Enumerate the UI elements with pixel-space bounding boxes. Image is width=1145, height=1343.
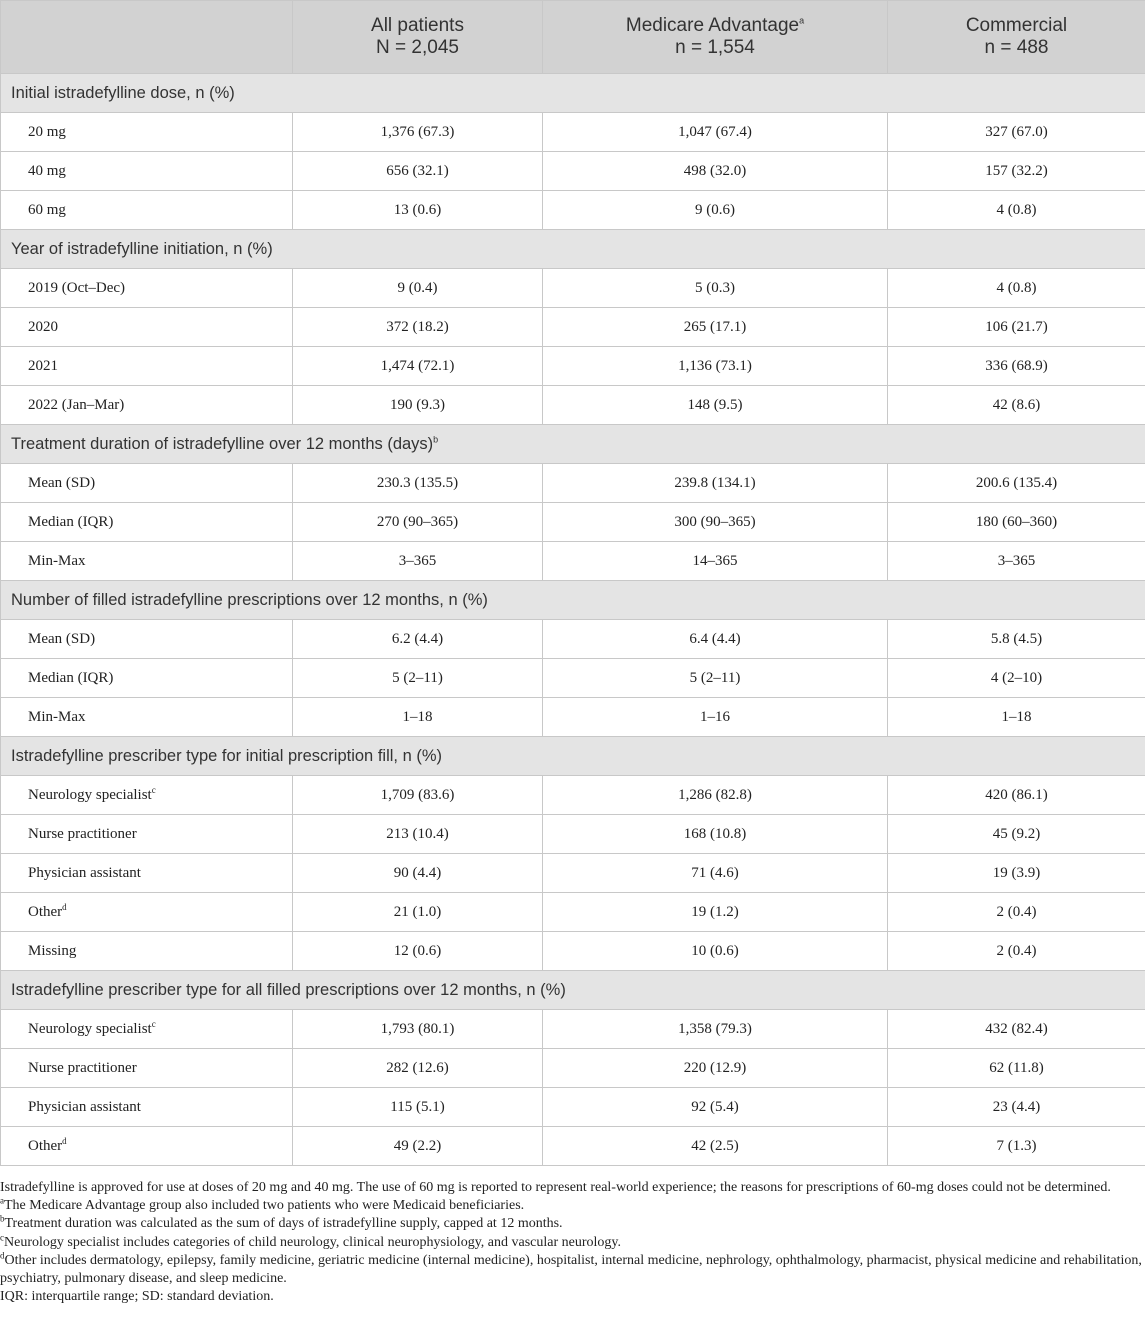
table-row [1, 776, 1145, 815]
cell-all-patients: 190 (9.3) [293, 386, 543, 425]
cell-all-patients: 90 (4.4) [293, 854, 543, 893]
table-row [1, 113, 1145, 152]
row-label-text: 2020 [28, 318, 58, 335]
cell-all-patients: 49 (2.2) [293, 1127, 543, 1166]
cell-commercial: 2 (0.4) [888, 893, 1145, 932]
footnote-text: The Medicare Advantage group also included two patients who were Medicaid beneficiaries. [4, 1198, 525, 1214]
row-label-text: Nurse practitioner [28, 825, 137, 842]
cell-commercial: 5.8 (4.5) [888, 620, 1145, 659]
cell-medicare-advantage: 92 (5.4) [543, 1088, 888, 1127]
cell-all-patients: 1,793 (80.1) [293, 1010, 543, 1049]
cell-medicare-advantage: 6.4 (4.4) [543, 620, 888, 659]
table-row [1, 932, 1145, 971]
header-all-patients [293, 1, 543, 74]
cell-medicare-advantage: 10 (0.6) [543, 932, 888, 971]
section-header-row [1, 230, 1145, 269]
cell-commercial: 180 (60–360) [888, 503, 1145, 542]
row-label-text: Median (IQR) [28, 669, 114, 686]
row-label [1, 269, 293, 308]
table-row [1, 1088, 1145, 1127]
cell-all-patients: 656 (32.1) [293, 152, 543, 191]
cell-medicare-advantage: 1,358 (79.3) [543, 1010, 888, 1049]
row-label-text: Physician assistant [28, 1098, 141, 1115]
cell-commercial: 327 (67.0) [888, 113, 1145, 152]
footnote [0, 1215, 1145, 1233]
table-header [1, 1, 1145, 74]
section-title [1, 737, 1145, 776]
cell-commercial: 4 (2–10) [888, 659, 1145, 698]
row-label-footnote-marker: d [62, 1135, 67, 1146]
cell-all-patients: 1,709 (83.6) [293, 776, 543, 815]
section-header-row [1, 581, 1145, 620]
table-row [1, 152, 1145, 191]
row-label [1, 893, 293, 932]
table-row [1, 659, 1145, 698]
row-label [1, 854, 293, 893]
cell-medicare-advantage: 168 (10.8) [543, 815, 888, 854]
row-label [1, 542, 293, 581]
section-title-text: Number of filled istradefylline prescriptions over 12 months, n (%) [11, 590, 488, 609]
cell-commercial: 45 (9.2) [888, 815, 1145, 854]
cell-medicare-advantage: 5 (0.3) [543, 269, 888, 308]
table-row [1, 854, 1145, 893]
table-row [1, 269, 1145, 308]
table-row [1, 308, 1145, 347]
section-title [1, 74, 1145, 113]
row-label-text: 2021 [28, 357, 58, 374]
cell-all-patients: 13 (0.6) [293, 191, 543, 230]
header-medicare-advantage-n: n = 1,554 [675, 37, 755, 58]
header-commercial [888, 1, 1145, 74]
row-label-text: 60 mg [28, 201, 66, 218]
cell-commercial: 200.6 (135.4) [888, 464, 1145, 503]
cell-medicare-advantage: 5 (2–11) [543, 659, 888, 698]
cell-commercial: 62 (11.8) [888, 1049, 1145, 1088]
footnote [0, 1197, 1145, 1215]
cell-medicare-advantage: 1,286 (82.8) [543, 776, 888, 815]
table-row [1, 620, 1145, 659]
table-row [1, 1127, 1145, 1166]
cell-all-patients: 230.3 (135.5) [293, 464, 543, 503]
header-medicare-advantage-sup: a [799, 15, 805, 26]
footnote-marker: b [0, 1213, 5, 1224]
table-row [1, 542, 1145, 581]
cell-commercial: 157 (32.2) [888, 152, 1145, 191]
row-label [1, 620, 293, 659]
cell-commercial: 106 (21.7) [888, 308, 1145, 347]
footnote [0, 1252, 1145, 1288]
cell-medicare-advantage: 42 (2.5) [543, 1127, 888, 1166]
header-medicare-advantage-title: Medicare Advantage [625, 15, 800, 36]
cell-all-patients: 1–18 [293, 698, 543, 737]
row-label-text: 2022 (Jan–Mar) [28, 396, 125, 413]
row-label-text: Neurology specialist [28, 786, 152, 803]
header-blank-cell [1, 1, 293, 74]
cell-commercial: 19 (3.9) [888, 854, 1145, 893]
cell-commercial: 42 (8.6) [888, 386, 1145, 425]
table-row [1, 893, 1145, 932]
footnote-text: Other includes dermatology, epilepsy, family medicine, geriatric medicine (internal medicine), hospitalist, internal medicine, nephrology, ophthalmology, pharmacist, physical medicine and rehabilitation, psychiatry, pulmonary disease, and sleep medicine. [0, 1252, 1142, 1287]
row-label [1, 152, 293, 191]
section-header-row [1, 971, 1145, 1010]
row-label-text: Physician assistant [28, 864, 141, 881]
row-label-text: Neurology specialist [28, 1020, 152, 1037]
row-label [1, 659, 293, 698]
footnote-text: Treatment duration was calculated as the sum of days of istradefylline supply, capped at 12 months. [4, 1216, 563, 1232]
section-title [1, 971, 1145, 1010]
footnote-marker: d [0, 1250, 5, 1261]
row-label [1, 1049, 293, 1088]
row-label [1, 113, 293, 152]
cell-commercial: 4 (0.8) [888, 269, 1145, 308]
cell-commercial: 7 (1.3) [888, 1127, 1145, 1166]
table-footnotes [0, 1179, 1145, 1306]
cell-all-patients: 270 (90–365) [293, 503, 543, 542]
cell-medicare-advantage: 220 (12.9) [543, 1049, 888, 1088]
table-row [1, 503, 1145, 542]
cell-commercial: 336 (68.9) [888, 347, 1145, 386]
section-title [1, 230, 1145, 269]
row-label [1, 464, 293, 503]
section-header-row [1, 425, 1145, 464]
cell-commercial: 23 (4.4) [888, 1088, 1145, 1127]
cell-medicare-advantage: 300 (90–365) [543, 503, 888, 542]
section-title-text: Initial istradefylline dose, n (%) [11, 83, 235, 102]
cell-medicare-advantage: 1,136 (73.1) [543, 347, 888, 386]
cell-all-patients: 115 (5.1) [293, 1088, 543, 1127]
cell-all-patients: 12 (0.6) [293, 932, 543, 971]
cell-commercial: 3–365 [888, 542, 1145, 581]
cell-medicare-advantage: 148 (9.5) [543, 386, 888, 425]
cell-commercial: 2 (0.4) [888, 932, 1145, 971]
cell-all-patients: 1,376 (67.3) [293, 113, 543, 152]
table-row [1, 191, 1145, 230]
row-label [1, 386, 293, 425]
cell-all-patients: 21 (1.0) [293, 893, 543, 932]
footnote-text: Neurology specialist includes categories of child neurology, clinical neurophysiology, and vascular neurology. [4, 1234, 621, 1250]
row-label-text: Mean (SD) [28, 474, 96, 491]
row-label [1, 308, 293, 347]
table-row [1, 698, 1145, 737]
header-commercial-title: Commercial [965, 15, 1068, 36]
section-title-text: Year of istradefylline initiation, n (%) [11, 239, 273, 258]
row-label [1, 815, 293, 854]
row-label [1, 1127, 293, 1166]
row-label [1, 191, 293, 230]
cell-medicare-advantage: 265 (17.1) [543, 308, 888, 347]
table-row [1, 1010, 1145, 1049]
row-label-footnote-marker: c [151, 784, 156, 795]
row-label [1, 1088, 293, 1127]
cell-medicare-advantage: 1–16 [543, 698, 888, 737]
row-label-text: 2019 (Oct–Dec) [28, 279, 126, 296]
cell-all-patients: 1,474 (72.1) [293, 347, 543, 386]
row-label [1, 698, 293, 737]
header-all-patients-n: N = 2,045 [376, 37, 459, 58]
cell-medicare-advantage: 1,047 (67.4) [543, 113, 888, 152]
table-row [1, 815, 1145, 854]
row-label [1, 776, 293, 815]
header-all-patients-title: All patients [371, 15, 464, 36]
footnote-marker: a [0, 1195, 4, 1206]
footnote [0, 1231, 1145, 1252]
section-title-text: Treatment duration of istradefylline over 12 months (days) [11, 434, 434, 453]
footnote-marker: c [0, 1231, 4, 1242]
footnote-text: Istradefylline is approved for use at doses of 20 mg and 40 mg. The use of 60 mg is reported to represent real-world experience; the reasons for prescriptions of 60-mg doses could not be determined. [0, 1180, 1111, 1195]
footnote [0, 1179, 1145, 1197]
cell-all-patients: 9 (0.4) [293, 269, 543, 308]
cell-commercial: 420 (86.1) [888, 776, 1145, 815]
row-label-text: Median (IQR) [28, 513, 114, 530]
row-label-text: Mean (SD) [28, 630, 96, 647]
cell-all-patients: 3–365 [293, 542, 543, 581]
section-title [1, 581, 1145, 620]
footnote-text: IQR: interquartile range; SD: standard deviation. [0, 1289, 274, 1305]
cell-medicare-advantage: 9 (0.6) [543, 191, 888, 230]
cell-medicare-advantage: 71 (4.6) [543, 854, 888, 893]
row-label-text: Min-Max [28, 552, 86, 569]
section-title-text: Istradefylline prescriber type for initial prescription fill, n (%) [11, 746, 442, 765]
cell-commercial: 4 (0.8) [888, 191, 1145, 230]
section-title-footnote-marker: b [433, 434, 439, 444]
row-label-text: 20 mg [28, 123, 66, 140]
header-medicare-advantage [543, 1, 888, 74]
cell-medicare-advantage: 19 (1.2) [543, 893, 888, 932]
table-body [1, 74, 1145, 1166]
cell-medicare-advantage: 14–365 [543, 542, 888, 581]
row-label [1, 503, 293, 542]
section-title-text: Istradefylline prescriber type for all filled prescriptions over 12 months, n (%) [11, 980, 566, 999]
row-label [1, 347, 293, 386]
cell-all-patients: 5 (2–11) [293, 659, 543, 698]
row-label [1, 1010, 293, 1049]
row-label-text: Other [28, 903, 63, 920]
table-row [1, 386, 1145, 425]
section-title [1, 425, 1145, 464]
cell-all-patients: 372 (18.2) [293, 308, 543, 347]
row-label-text: Min-Max [28, 708, 86, 725]
table-row [1, 1049, 1145, 1088]
cell-medicare-advantage: 498 (32.0) [543, 152, 888, 191]
cell-all-patients: 282 (12.6) [293, 1049, 543, 1088]
footnote [0, 1288, 1145, 1306]
table-row [1, 347, 1145, 386]
row-label-footnote-marker: d [62, 901, 67, 912]
row-label-text: Other [28, 1137, 63, 1154]
section-header-row [1, 737, 1145, 776]
cell-medicare-advantage: 239.8 (134.1) [543, 464, 888, 503]
row-label-text: 40 mg [28, 162, 66, 179]
cell-all-patients: 6.2 (4.4) [293, 620, 543, 659]
row-label-footnote-marker: c [151, 1018, 156, 1029]
row-label-text: Nurse practitioner [28, 1059, 137, 1076]
section-header-row [1, 74, 1145, 113]
cell-commercial: 1–18 [888, 698, 1145, 737]
row-label [1, 932, 293, 971]
cell-all-patients: 213 (10.4) [293, 815, 543, 854]
table-row [1, 464, 1145, 503]
header-commercial-n: n = 488 [984, 37, 1049, 58]
row-label-text: Missing [28, 942, 77, 959]
cell-commercial: 432 (82.4) [888, 1010, 1145, 1049]
